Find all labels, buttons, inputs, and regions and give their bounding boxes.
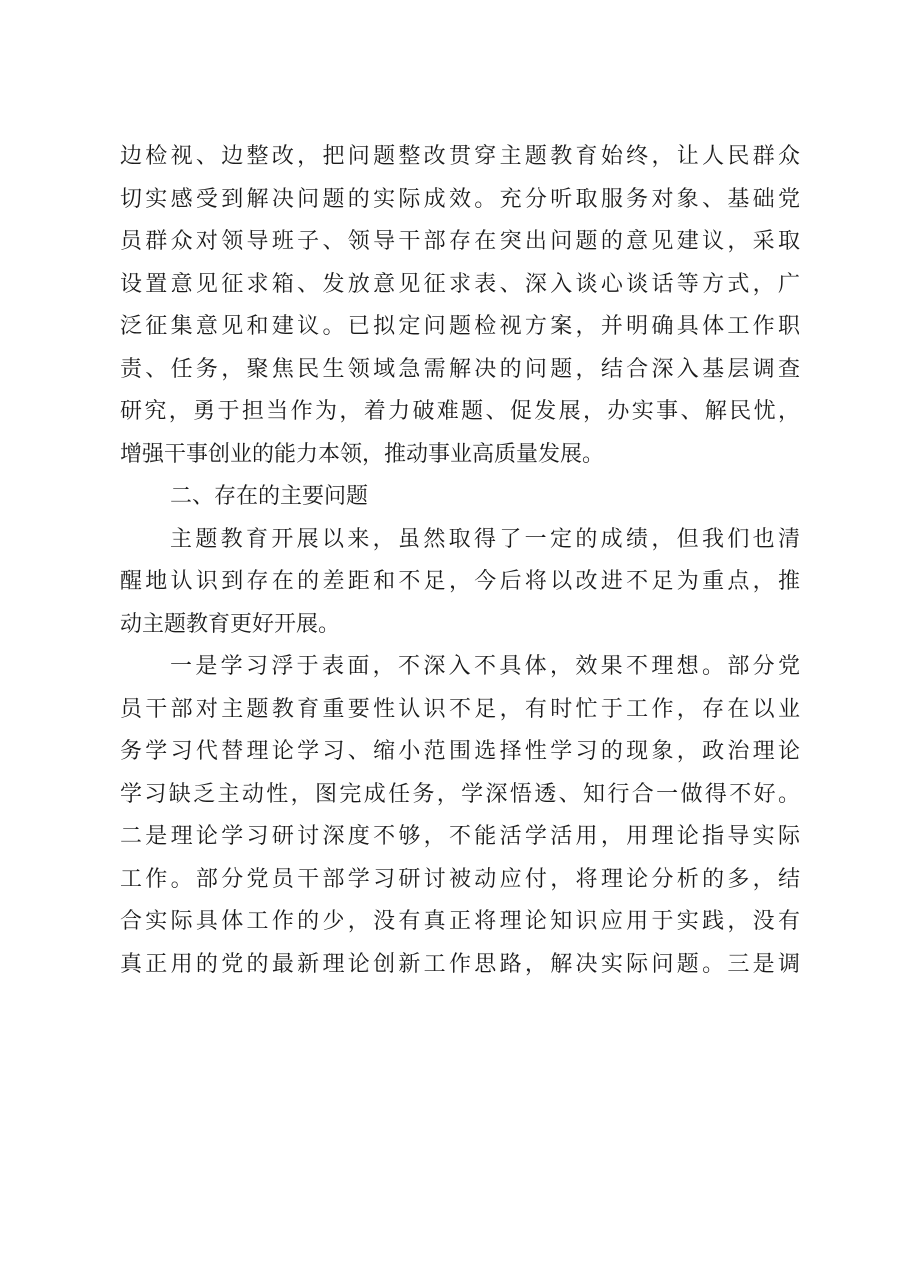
text-line: 增强干事创业的能力本领，推动事业高质量发展。 [120,441,605,467]
text-line: 学习缺乏主动性，图完成任务，学深悟透、知行合一做得不好。 [120,781,800,807]
text-line: 工作。部分党员干部学习研讨被动应付，将理论分析的多，结 [120,866,800,892]
text-line: 主题教育开展以来，虽然取得了一定的成绩，但我们也清 [170,526,800,552]
text-line: 泛征集意见和建议。已拟定问题检视方案，并明确具体工作职 [120,314,800,339]
text-line: 动主题教育更好开展。 [120,611,341,637]
text-line: 真正用的党的最新理论创新工作思路，解决实际问题。三是调 [120,951,800,977]
text-line: 醒地认识到存在的差距和不足，今后将以改进不足为重点，推 [120,569,800,594]
text-line: 切实感受到解决问题的实际成效。充分听取服务对象、基础党 [120,186,800,212]
text-line: 研究，勇于担当作为，着力破难题、促发展，办实事、解民忧， [120,399,800,424]
text-line: 合实际具体工作的少，没有真正将理论知识应用于实践，没有 [120,909,800,934]
text-line: 务学习代替理论学习、缩小范围选择性学习的现象，政治理论 [120,739,800,764]
text-line: 责、任务，聚焦民生领域急需解决的问题，结合深入基层调查 [120,356,800,382]
text-line: 二是理论学习研讨深度不够，不能活学活用，用理论指导实际 [120,824,800,849]
text-line: 设置意见征求箱、发放意见征求表、深入谈心谈话等方式，广 [120,271,800,297]
text-line: 员群众对领导班子、领导干部存在突出问题的意见建议，采取 [120,229,800,254]
section-heading: 二、存在的主要问题 [170,484,369,509]
document-body [120,136,800,986]
text-line: 一是学习浮于表面，不深入不具体，效果不理想。部分党 [170,654,800,679]
text-line: 边检视、边整改，把问题整改贯穿主题教育始终，让人民群众 [120,144,800,169]
text-line: 员干部对主题教育重要性认识不足，有时忙于工作，存在以业 [120,696,800,722]
